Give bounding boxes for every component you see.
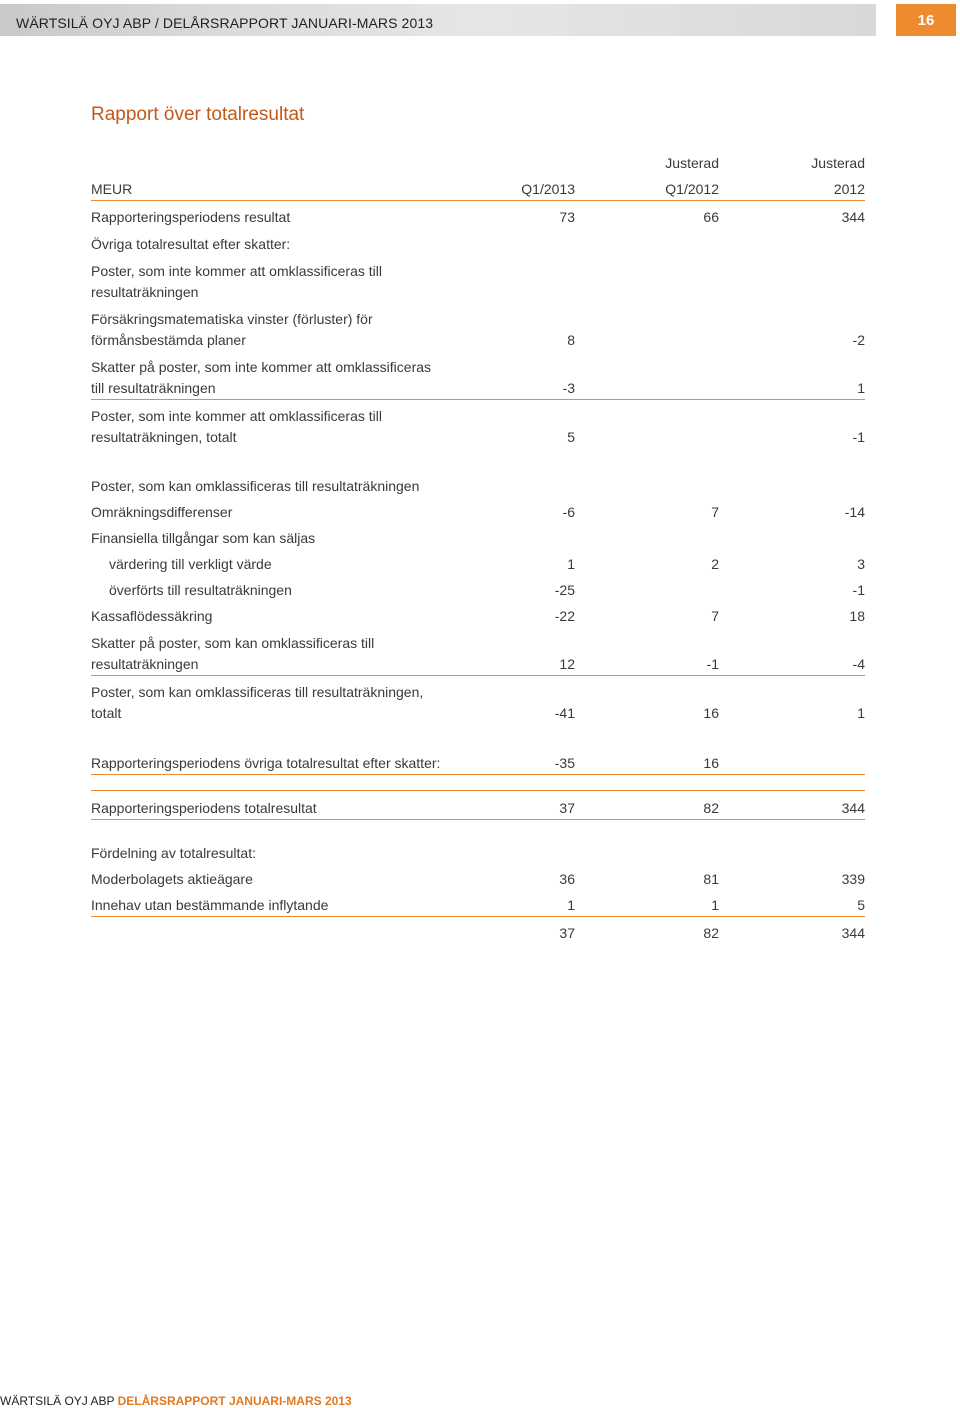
column-subheader-row [91, 150, 865, 174]
row-label: Fördelning av totalresultat: [91, 845, 256, 861]
income-statement-table [91, 150, 865, 944]
column-header: Q1/2013 [521, 181, 575, 197]
row-value: -3 [562, 380, 575, 396]
table-row [91, 575, 865, 601]
row-label: Kassaflödessäkring [91, 608, 213, 624]
table-row [91, 890, 865, 917]
row-label: Omräkningsdifferenser [91, 504, 233, 520]
row-label: Poster, som kan omklassificeras till resultaträkningen [91, 478, 420, 494]
row-value: 1 [711, 897, 719, 913]
table-row-total [91, 790, 865, 820]
row-value: 2 [711, 556, 719, 572]
row-value: 3 [857, 556, 865, 572]
row-label: Moderbolagets aktieägare [91, 871, 253, 887]
table-row [91, 497, 865, 523]
row-label: Skatter på poster, som inte kommer att omklassificeras till resultaträkningen [91, 359, 432, 396]
footer-report-title: DELÅRSRAPPORT JANUARI-MARS 2013 [117, 1394, 352, 1408]
row-label: Innehav utan bestämmande inflytande [91, 897, 329, 913]
row-label: Övriga totalresultat efter skatter: [91, 236, 291, 252]
row-value: 82 [703, 925, 719, 941]
row-value: 18 [849, 608, 865, 624]
page-number: 16 [896, 4, 956, 36]
table-row [91, 523, 865, 549]
row-value: 1 [857, 705, 865, 721]
row-label: Poster, som inte kommer att omklassificeras till resultaträkningen [91, 263, 382, 300]
row-value: -6 [562, 504, 575, 520]
footer-company: WÄRTSILÄ OYJ ABP [0, 1394, 115, 1408]
table-row [91, 601, 865, 627]
column-subheader: Justerad [665, 155, 719, 171]
row-value: -14 [844, 504, 865, 520]
page-footer [0, 1394, 352, 1408]
row-value: 1 [857, 380, 865, 396]
row-value: 5 [857, 897, 865, 913]
row-label: Rapporteringsperiodens totalresultat [91, 800, 317, 816]
row-label: Finansiella tillgångar som kan säljas [91, 530, 316, 546]
row-value: 66 [703, 209, 719, 225]
table-row [91, 255, 865, 303]
row-value: -1 [852, 582, 865, 598]
column-subheader: Justerad [811, 155, 865, 171]
row-value: -1 [852, 429, 865, 445]
header-bar [0, 4, 876, 36]
row-label: Rapporteringsperiodens övriga totalresultat efter skatter: [91, 755, 441, 771]
row-value: 37 [559, 800, 575, 816]
table-row [91, 303, 865, 351]
row-value: 16 [703, 755, 719, 771]
row-value: -35 [554, 755, 575, 771]
column-header-unit: MEUR [91, 181, 133, 197]
table-row [91, 627, 865, 676]
row-value: 5 [567, 429, 575, 445]
table-row [91, 471, 865, 497]
row-label: Skatter på poster, som kan omklassificeras till resultaträkningen [91, 635, 375, 672]
table-row-sum [91, 917, 865, 944]
row-value: -1 [706, 656, 719, 672]
row-value: 82 [703, 800, 719, 816]
row-label: Försäkringsmatematiska vinster (förluster) för förmånsbestämda planer [91, 311, 373, 348]
row-label: överförts till resultaträkningen [109, 582, 292, 598]
row-value: -2 [852, 332, 865, 348]
row-value: 12 [559, 656, 575, 672]
table-row [91, 549, 865, 575]
row-value: 73 [559, 209, 575, 225]
row-label: värdering till verkligt värde [109, 556, 272, 572]
report-title: Rapport över totalresultat [91, 104, 305, 125]
row-value: 344 [841, 925, 865, 941]
row-label: Poster, som inte kommer att omklassificeras till resultaträkningen, totalt [91, 408, 382, 445]
row-value: 1 [567, 897, 575, 913]
column-header-row [91, 174, 865, 201]
row-value: 8 [567, 332, 575, 348]
column-header: 2012 [833, 181, 865, 197]
row-value: 1 [567, 556, 575, 572]
row-label: Rapporteringsperiodens resultat [91, 209, 291, 225]
row-value: 37 [559, 925, 575, 941]
row-value: 7 [711, 504, 719, 520]
row-value: -22 [554, 608, 575, 624]
table-row-subtotal [91, 676, 865, 724]
row-value: -4 [852, 656, 865, 672]
row-label: Poster, som kan omklassificeras till resultaträkningen, totalt [91, 684, 424, 721]
row-value: 344 [841, 209, 865, 225]
row-value: 339 [841, 871, 865, 887]
table-row [91, 351, 865, 400]
row-value: -25 [554, 582, 575, 598]
table-row [91, 201, 865, 228]
row-value: 36 [559, 871, 575, 887]
row-value: 81 [703, 871, 719, 887]
table-row-subtotal [91, 400, 865, 448]
header-title: WÄRTSILÄ OYJ ABP / DELÅRSRAPPORT JANUARI-MARS 2013 [16, 15, 434, 31]
row-value: -41 [554, 705, 575, 721]
row-value: 7 [711, 608, 719, 624]
column-header: Q1/2012 [665, 181, 719, 197]
row-value: 344 [841, 800, 865, 816]
table-row [91, 836, 865, 864]
row-value: 16 [703, 705, 719, 721]
table-row-total-other [91, 745, 865, 775]
table-row [91, 228, 865, 255]
table-row [91, 864, 865, 890]
